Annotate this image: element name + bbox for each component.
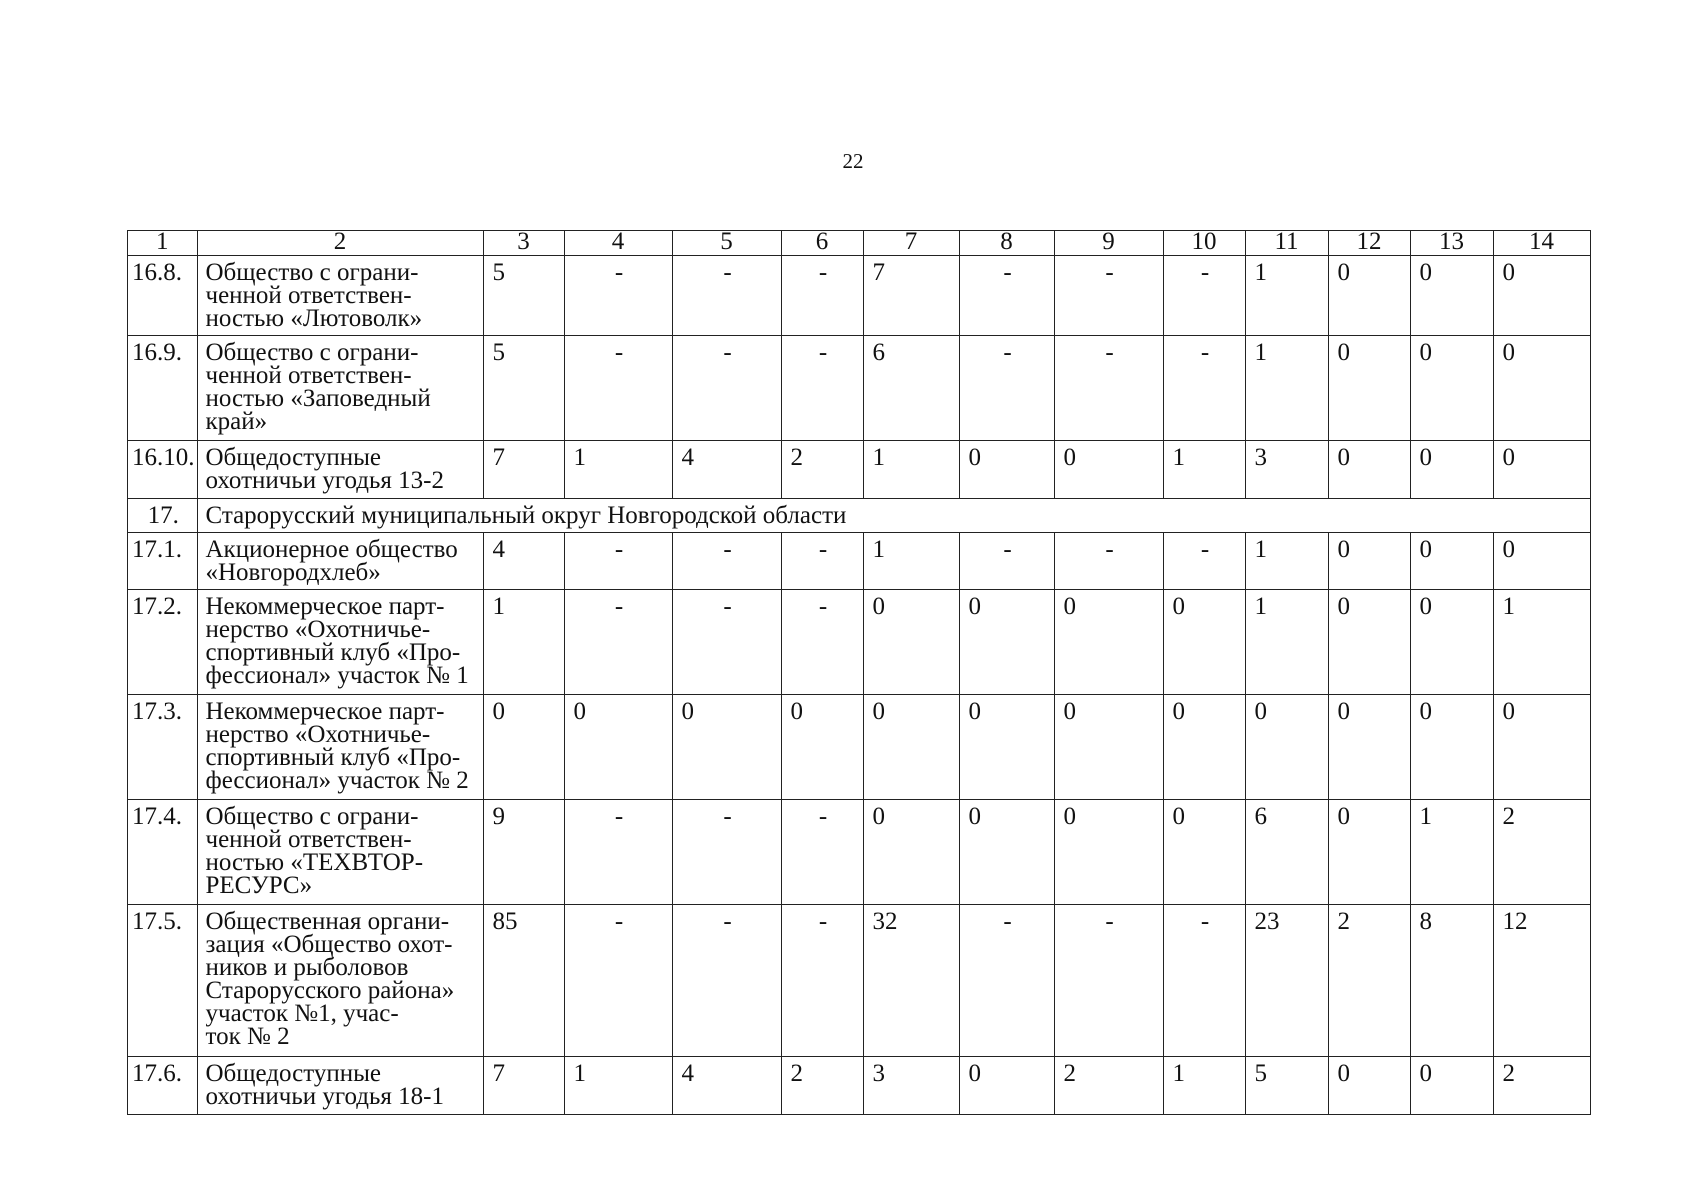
value-cell: 0 [959, 695, 1054, 800]
value-cell: 9 [483, 800, 564, 905]
row-number: 16.10. [128, 441, 198, 499]
table-row [128, 695, 1591, 800]
value-cell: 1 [564, 441, 672, 499]
value-cell: 1 [863, 533, 959, 590]
value-cell: 0 [1328, 256, 1410, 336]
value-cell: 0 [1163, 590, 1245, 695]
row-number: 17.1. [128, 533, 198, 590]
value-cell: - [781, 533, 863, 590]
value-cell: 0 [1328, 533, 1410, 590]
value-cell: 1 [1245, 590, 1328, 695]
value-cell: 0 [959, 441, 1054, 499]
value-cell: 1 [1163, 441, 1245, 499]
value-cell: 0 [863, 800, 959, 905]
value-cell: 1 [1245, 336, 1328, 441]
value-cell: 0 [1163, 800, 1245, 905]
value-cell: 2 [1328, 905, 1410, 1057]
header-cell: 10 [1163, 231, 1245, 256]
value-cell: 0 [564, 695, 672, 800]
value-cell: - [781, 905, 863, 1057]
value-cell: 5 [483, 336, 564, 441]
value-cell: 5 [1245, 1057, 1328, 1115]
value-cell: - [781, 336, 863, 441]
value-cell: - [1054, 533, 1163, 590]
value-cell: 0 [863, 695, 959, 800]
value-cell: 0 [483, 695, 564, 800]
value-cell: 4 [483, 533, 564, 590]
value-cell: 0 [1054, 695, 1163, 800]
table-row [128, 256, 1591, 336]
organization-name: Некоммерческое парт- нерство «Охотничье- спортивный клуб «Про- фессионал» участок № 2 [197, 695, 483, 800]
value-cell: 0 [1493, 336, 1590, 441]
value-cell: 0 [1493, 533, 1590, 590]
section-title: Старорусский муниципальный округ Новгородской области [197, 499, 1590, 533]
value-cell: - [781, 256, 863, 336]
header-cell: 3 [483, 231, 564, 256]
value-cell: 5 [483, 256, 564, 336]
row-number: 16.8. [128, 256, 198, 336]
value-cell: - [564, 336, 672, 441]
organization-name: Общественная органи- зация «Общество охот- ников и рыболовов Старорусского района» участок №1, учас- ток № 2 [197, 905, 483, 1057]
value-cell: - [1163, 905, 1245, 1057]
value-cell: 1 [483, 590, 564, 695]
value-cell: 1 [863, 441, 959, 499]
value-cell: 7 [483, 1057, 564, 1115]
value-cell: 0 [1163, 695, 1245, 800]
value-cell: - [672, 336, 781, 441]
organization-name: Акционерное общество «Новгородхлеб» [197, 533, 483, 590]
value-cell: - [959, 336, 1054, 441]
value-cell: - [564, 533, 672, 590]
value-cell: 1 [1245, 256, 1328, 336]
value-cell: - [781, 800, 863, 905]
value-cell: 0 [1328, 590, 1410, 695]
row-number: 17.2. [128, 590, 198, 695]
value-cell: 0 [672, 695, 781, 800]
row-number: 16.9. [128, 336, 198, 441]
table-row [128, 533, 1591, 590]
value-cell: 8 [1410, 905, 1493, 1057]
value-cell: 0 [1410, 533, 1493, 590]
value-cell: 0 [781, 695, 863, 800]
value-cell: 2 [781, 1057, 863, 1115]
organization-name: Общество с ограни- ченной ответствен- ностью «ТЕХВТОР- РЕСУРС» [197, 800, 483, 905]
header-cell: 8 [959, 231, 1054, 256]
header-cell: 6 [781, 231, 863, 256]
value-cell: 3 [1245, 441, 1328, 499]
value-cell: 0 [1328, 695, 1410, 800]
value-cell: 0 [959, 1057, 1054, 1115]
section-row [128, 499, 1591, 533]
header-cell: 2 [197, 231, 483, 256]
header-cell: 13 [1410, 231, 1493, 256]
value-cell: 0 [1493, 256, 1590, 336]
table-body [128, 231, 1591, 1115]
value-cell: 3 [863, 1057, 959, 1115]
value-cell: 23 [1245, 905, 1328, 1057]
page-number: 22 [842, 149, 864, 173]
value-cell: 7 [863, 256, 959, 336]
value-cell: - [1054, 336, 1163, 441]
value-cell: 1 [1493, 590, 1590, 695]
value-cell: 1 [1410, 800, 1493, 905]
value-cell: 6 [1245, 800, 1328, 905]
value-cell: 0 [1328, 336, 1410, 441]
value-cell: - [959, 256, 1054, 336]
value-cell: 6 [863, 336, 959, 441]
row-number: 17.4. [128, 800, 198, 905]
value-cell: - [959, 905, 1054, 1057]
row-number: 17.5. [128, 905, 198, 1057]
value-cell: 2 [1054, 1057, 1163, 1115]
header-cell: 9 [1054, 231, 1163, 256]
value-cell: 0 [1328, 800, 1410, 905]
value-cell: 0 [863, 590, 959, 695]
value-cell: - [672, 800, 781, 905]
value-cell: - [1054, 905, 1163, 1057]
value-cell: - [1163, 256, 1245, 336]
value-cell: 0 [1328, 1057, 1410, 1115]
value-cell: 0 [959, 800, 1054, 905]
value-cell: 85 [483, 905, 564, 1057]
table-row [128, 905, 1591, 1057]
organization-name: Общество с ограни- ченной ответствен- ностью «Лютоволк» [197, 256, 483, 336]
value-cell: - [564, 905, 672, 1057]
value-cell: - [672, 256, 781, 336]
value-cell: 0 [1410, 590, 1493, 695]
value-cell: 0 [1054, 800, 1163, 905]
header-row [128, 231, 1591, 256]
organization-name: Общество с ограни- ченной ответствен- ностью «Заповедный край» [197, 336, 483, 441]
table-row [128, 1057, 1591, 1115]
header-cell: 7 [863, 231, 959, 256]
value-cell: 4 [672, 441, 781, 499]
value-cell: 0 [1054, 590, 1163, 695]
value-cell: 1 [1245, 533, 1328, 590]
table-row [128, 800, 1591, 905]
value-cell: - [781, 590, 863, 695]
header-cell: 11 [1245, 231, 1328, 256]
table-row [128, 441, 1591, 499]
header-cell: 12 [1328, 231, 1410, 256]
value-cell: 0 [1054, 441, 1163, 499]
value-cell: - [959, 533, 1054, 590]
value-cell: 1 [1163, 1057, 1245, 1115]
value-cell: - [564, 590, 672, 695]
value-cell: - [672, 590, 781, 695]
value-cell: 0 [1493, 441, 1590, 499]
header-cell: 5 [672, 231, 781, 256]
value-cell: - [1163, 533, 1245, 590]
data-table [127, 230, 1591, 1115]
value-cell: - [564, 800, 672, 905]
value-cell: - [564, 256, 672, 336]
value-cell: 12 [1493, 905, 1590, 1057]
value-cell: 0 [1410, 1057, 1493, 1115]
value-cell: 0 [1328, 441, 1410, 499]
row-number: 17.3. [128, 695, 198, 800]
value-cell: 0 [1493, 695, 1590, 800]
value-cell: 0 [959, 590, 1054, 695]
value-cell: 0 [1410, 336, 1493, 441]
organization-name: Общедоступные охотничьи угодья 13-2 [197, 441, 483, 499]
value-cell: - [672, 533, 781, 590]
row-number: 17.6. [128, 1057, 198, 1115]
table-row [128, 590, 1591, 695]
header-cell: 4 [564, 231, 672, 256]
value-cell: 4 [672, 1057, 781, 1115]
value-cell: 0 [1245, 695, 1328, 800]
organization-name: Общедоступные охотничьи угодья 18-1 [197, 1057, 483, 1115]
row-number: 17. [128, 499, 198, 533]
value-cell: - [1054, 256, 1163, 336]
value-cell: 1 [564, 1057, 672, 1115]
value-cell: 2 [1493, 800, 1590, 905]
value-cell: 7 [483, 441, 564, 499]
value-cell: 0 [1410, 695, 1493, 800]
header-cell: 14 [1493, 231, 1590, 256]
value-cell: 0 [1410, 256, 1493, 336]
value-cell: 0 [1410, 441, 1493, 499]
value-cell: - [672, 905, 781, 1057]
table-row [128, 336, 1591, 441]
header-cell: 1 [128, 231, 198, 256]
value-cell: 2 [781, 441, 863, 499]
value-cell: 2 [1493, 1057, 1590, 1115]
organization-name: Некоммерческое парт- нерство «Охотничье- спортивный клуб «Про- фессионал» участок № 1 [197, 590, 483, 695]
value-cell: - [1163, 336, 1245, 441]
value-cell: 32 [863, 905, 959, 1057]
